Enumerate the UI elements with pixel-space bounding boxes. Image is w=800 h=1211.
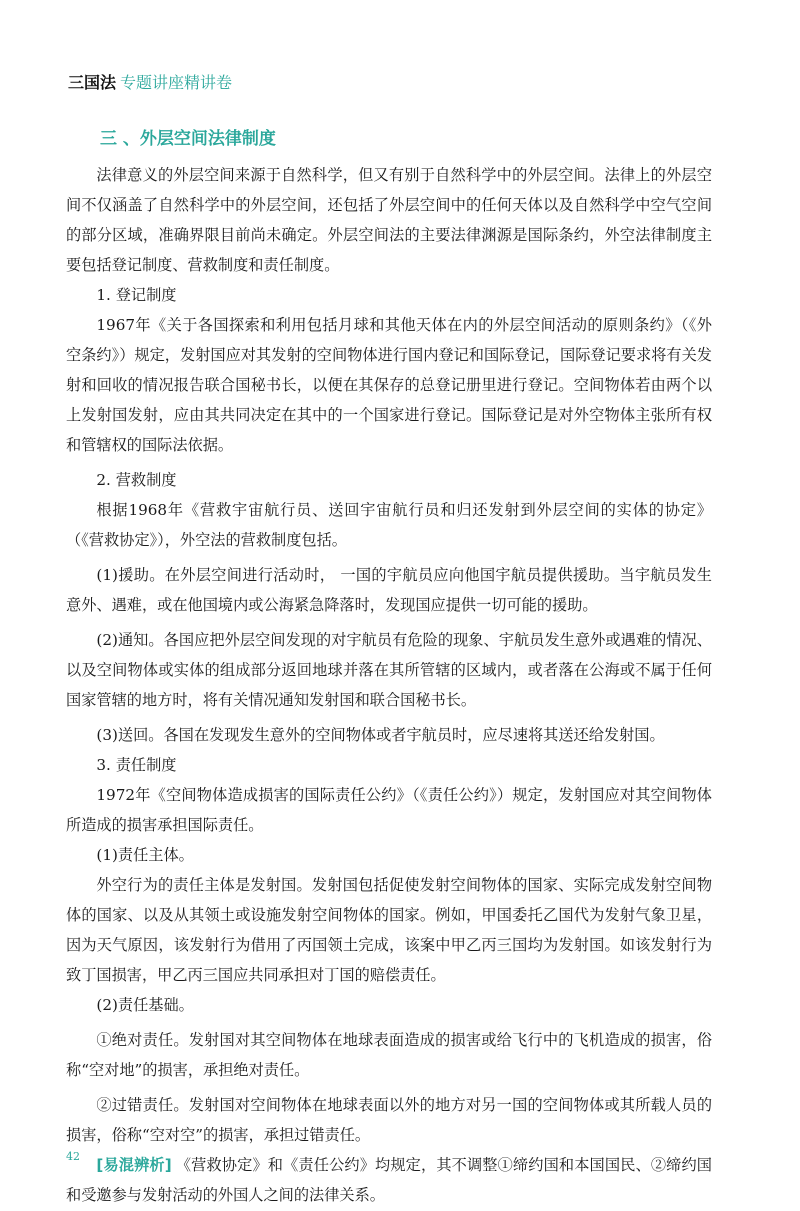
liability-subject-paragraph: 外空行为的责任主体是发射国。发射国包括促使发射空间物体的国家、实际完成发射空间物体的国家、以及从其领土或设施发射空间物体的国家。例如，甲国委托乙国代为发射气象卫星，因为天气原因，该发射行为借用了丙国领土完成，该案中甲乙丙三国均为发射国。如该发射行为致丁国损害，甲乙丙三国应共同承担对丁国的赔偿责任。 bbox=[66, 876, 712, 984]
rescue-paragraph: 根据1968年《营救宇宙航行员、送回宇宙航行员和归还发射到外层空间的实体的协定》（《营救协定》），外空法的营救制度包括。 bbox=[66, 501, 712, 549]
registration-heading: 1. 登记制度 bbox=[96, 286, 177, 304]
liability-heading: 3. 责任制度 bbox=[96, 756, 177, 774]
note-tag: [易混辨析] bbox=[96, 1156, 172, 1174]
section-title: 三 、外层空间法律制度 bbox=[100, 129, 276, 149]
body-content bbox=[66, 160, 712, 1210]
liability-basis-heading: (2)责任基础。 bbox=[96, 996, 194, 1014]
liability-paragraph: 1972年《空间物体造成损害的国际责任公约》（《责任公约》）规定，发射国应对其空间物体所造成的损害承担国际责任。 bbox=[66, 786, 712, 834]
rescue-item-assistance: (1)援助。在外层空间进行活动时， 一国的宇航员应向他国宇航员提供援助。当宇航员发生意外、遇难，或在他国境内或公海紧急降落时，发现国应提供一切可能的援助。 bbox=[66, 566, 712, 614]
liability-subject-heading: (1)责任主体。 bbox=[96, 846, 194, 864]
running-header bbox=[68, 72, 232, 94]
fault-liability-paragraph: ②过错责任。发射国对空间物体在地球表面以外的地方对另一国的空间物体或其所载人员的损害，俗称“空对空”的损害，承担过错责任。 bbox=[66, 1096, 712, 1144]
rescue-heading: 2. 营救制度 bbox=[96, 471, 177, 489]
intro-paragraph: 法律意义的外层空间来源于自然科学，但又有别于自然科学中的外层空间。法律上的外层空间不仅涵盖了自然科学中的外层空间，还包括了外层空间中的任何天体以及自然科学中空气空间的部分区域，准确界限目前尚未确定。外层空间法的主要法律渊源是国际条约，外空法律制度主要包括登记制度、营救制度和责任制度。 bbox=[66, 166, 712, 274]
note-paragraph bbox=[66, 1150, 712, 1210]
rescue-item-return: (3)送回。各国在发现发生意外的空间物体或者宇航员时，应尽速将其送还给发射国。 bbox=[96, 726, 665, 744]
note-text: 《营救协定》和《责任公约》均规定，其不调整①缔约国和本国国民、②缔约国和受邀参与发射活动的外国人之间的法律关系。 bbox=[66, 1156, 712, 1204]
book-title: 三国法 bbox=[68, 73, 117, 92]
page-number: 42 bbox=[66, 1150, 80, 1163]
volume-title: 专题讲座精讲卷 bbox=[120, 73, 233, 92]
absolute-liability-paragraph: ①绝对责任。发射国对其空间物体在地球表面造成的损害或给飞行中的飞机造成的损害，俗称“空对地”的损害，承担绝对责任。 bbox=[66, 1031, 712, 1079]
registration-paragraph: 1967年《关于各国探索和利用包括月球和其他天体在内的外层空间活动的原则条约》（《外空条约》）规定，发射国应对其发射的空间物体进行国内登记和国际登记，国际登记要求将有关发射和回收的情况报告联合国秘书长，以便在其保存的总登记册里进行登记。空间物体若由两个以上发射国发射，应由其共同决定在其中的一个国家进行登记。国际登记是对外空物体主张所有权和管辖权的国际法依据。 bbox=[66, 316, 712, 454]
rescue-item-notification: (2)通知。各国应把外层空间发现的对宇航员有危险的现象、宇航员发生意外或遇难的情况、以及空间物体或实体的组成部分返回地球并落在其所管辖的区域内，或者落在公海或不属于任何国家管辖的地方时，将有关情况通知发射国和联合国秘书长。 bbox=[66, 631, 712, 709]
